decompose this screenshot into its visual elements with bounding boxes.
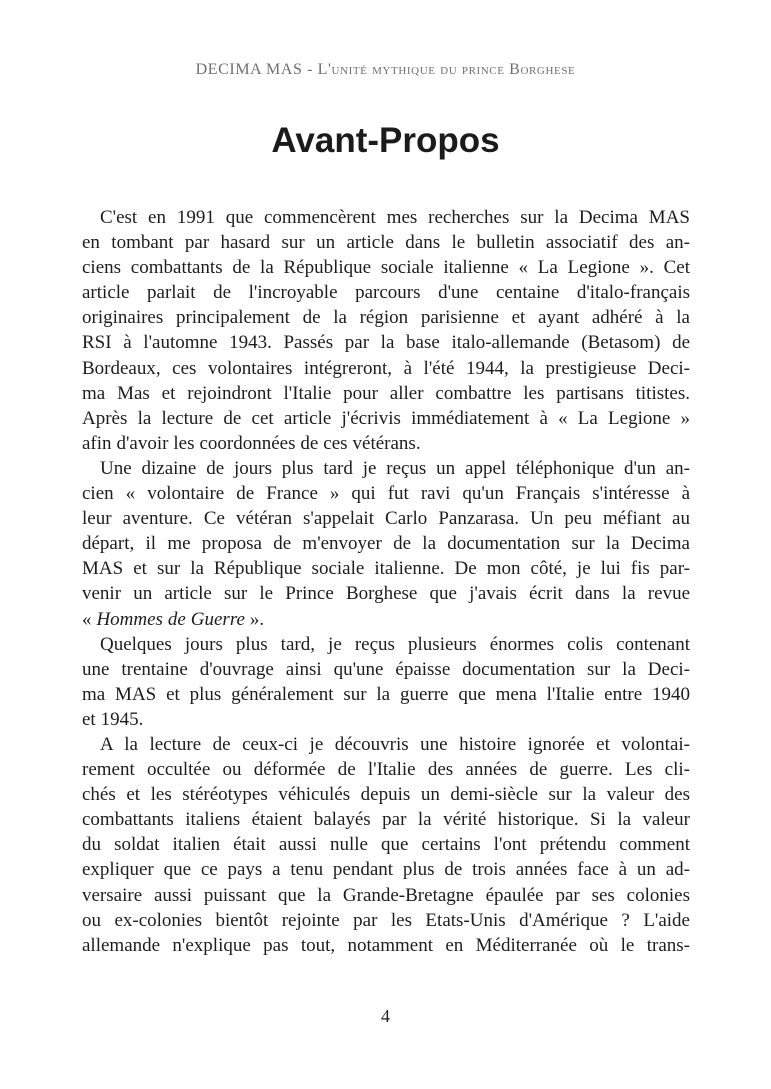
text-line: allemande n'explique pas tout, notamment en Méditerranée où le trans- xyxy=(82,934,690,956)
text-line: ma Mas et rejoindront l'Italie pour aller combattre les partisans titistes. xyxy=(82,382,690,404)
text-line: cien « volontaire de France » qui fut ravi qu'un Français s'intéresse à xyxy=(82,483,690,505)
paragraph xyxy=(82,732,690,958)
text-line: expliquer que ce pays a tenu pendant plus de trois années face à un ad- xyxy=(82,859,690,881)
text-line: Bordeaux, ces volontaires intégreront, à l'été 1944, la prestigieuse Deci- xyxy=(82,357,690,379)
text-line: versaire aussi puissant que la Grande-Bretagne épaulée par ses colonies xyxy=(82,884,690,906)
page-number: 4 xyxy=(381,1006,390,1026)
text-line: combattants italiens étaient balayés par la vérité historique. Si la valeur xyxy=(82,809,690,831)
paragraph xyxy=(82,456,690,632)
page-body xyxy=(82,205,690,958)
text-line: afin d'avoir les coordonnées de ces vétérans. xyxy=(82,432,421,454)
text-line: C'est en 1991 que commencèrent mes recherches sur la Decima MAS xyxy=(100,207,690,228)
text-line: article parlait de l'incroyable parcours d'une centaine d'italo-français xyxy=(82,282,690,304)
text-line: Après la lecture de cet article j'écrivis immédiatement à « La Legione » xyxy=(82,407,690,429)
text-line: chés et les stéréotypes véhiculés depuis un demi-siècle sur la valeur des xyxy=(82,784,690,806)
text-line: ma MAS et plus généralement sur la guerre que mena l'Italie entre 1940 xyxy=(82,683,690,705)
text-line: RSI à l'automne 1943. Passés par la base italo-allemande (Betasom) de xyxy=(82,332,690,354)
text-line: départ, il me proposa de m'envoyer de la documentation sur la Decima xyxy=(82,533,690,555)
paragraph xyxy=(82,205,690,456)
text-line: originaires principalement de la région parisienne et ayant adhéré à la xyxy=(82,307,690,329)
text-line: ciens combattants de la République sociale italienne « La Legione ». Cet xyxy=(82,257,690,279)
text-line: MAS et sur la République sociale italienne. De mon côté, je lui fis par- xyxy=(82,558,690,580)
running-header: DECIMA MAS - L'unité mythique du prince Borghese xyxy=(195,61,576,78)
chapter-title: Avant-Propos xyxy=(271,121,500,160)
text-line: une trentaine d'ouvrage ainsi qu'une épaisse documentation sur la Deci- xyxy=(82,658,690,680)
text-line: A la lecture de ceux-ci je découvris une histoire ignorée et volontai- xyxy=(100,733,690,755)
text-line: rement occultée ou déformée de l'Italie des années de guerre. Les cli- xyxy=(82,759,690,781)
text-line: en tombant par hasard sur un article dans le bulletin associatif des an- xyxy=(82,232,690,254)
text-line: « Hommes de Guerre ». xyxy=(82,608,265,630)
text-line: Une dizaine de jours plus tard je reçus un appel téléphonique d'un an- xyxy=(100,457,690,479)
text-line: et 1945. xyxy=(82,708,144,730)
text-line: venir un article sur le Prince Borghese que j'avais écrit dans la revue xyxy=(82,583,690,605)
text-line: ou ex-colonies bientôt rejointe par les Etats-Unis d'Amérique ? L'aide xyxy=(82,909,690,931)
text-line: du soldat italien était aussi nulle que certains l'ont prétendu comment xyxy=(82,834,690,856)
text-line: Quelques jours plus tard, je reçus plusieurs énormes colis contenant xyxy=(100,633,690,655)
paragraph xyxy=(82,632,690,732)
text-line: leur aventure. Ce vétéran s'appelait Carlo Panzarasa. Un peu méfiant au xyxy=(82,508,690,530)
